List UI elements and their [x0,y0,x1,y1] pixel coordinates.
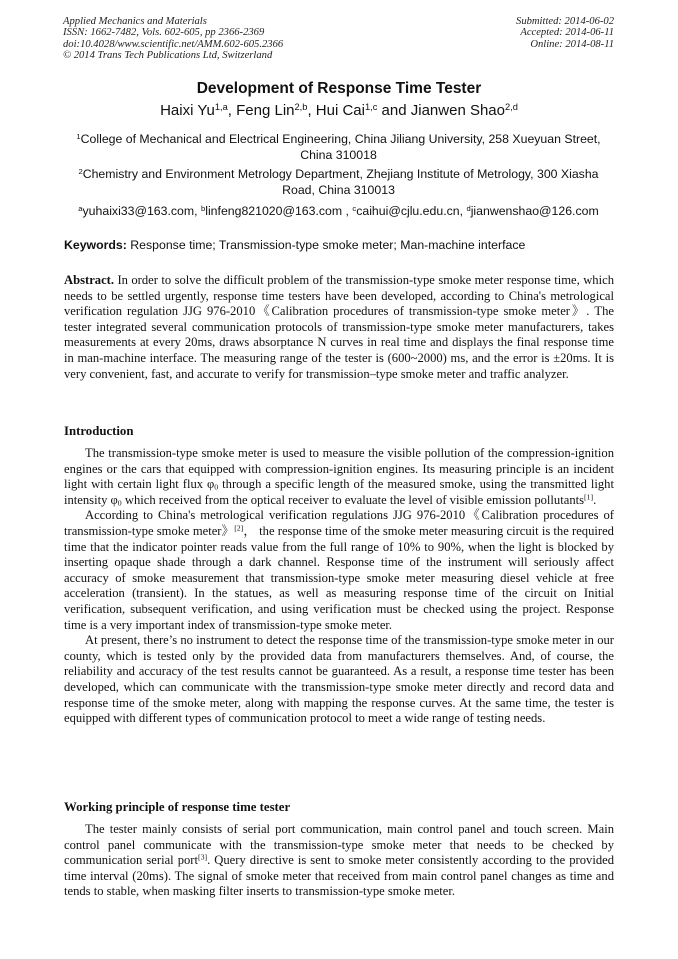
paragraph-text: . [593,492,597,507]
email-address: linfeng821020@163.com [205,204,343,218]
citation-ref: [3] [197,852,208,862]
author-name: Feng Lin [236,102,295,119]
email-separator: , [459,204,467,218]
online-date: Online: 2014-08-11 [530,38,614,50]
author-separator: , [307,102,316,119]
submission-dates [516,16,614,50]
email-mark: d [466,203,471,213]
email-address: yuhaixi33@163.com [82,204,195,218]
paragraph: At present, there’s no instrument to detect the response time of the transmission-type smoke meter in our county, which is tested only by the provided data from manufacturers themselves. And, of course, the reliability and accuracy of the test results cannot be guaranteed. As a result, a response time tester has been developed, which can communicate with the transmission-type smoke meter directly and record data and response time of the smoke meter, along with mapping the response curves. At the same time, the tester is equipped with different types of communication protocol to meet a wide range of testing needs. [64,633,614,726]
email-address: caihui@cjlu.edu.cn [356,204,460,218]
journal-info [63,16,283,62]
working-principle-body [64,822,614,900]
paragraph-text: through a specific length of the measured smoke, using the transmitted light intensity φ [64,477,614,507]
paragraph-text: . Query directive is sent to smoke meter consistently according to the provided time interval (20ms). The signal of smoke meter that received from main control panel changes as time and tends to stable, when masking filter inserts to transmission-type smoke meter. [64,853,615,899]
affiliation-text: Chemistry and Environment Metrology Department, Zhejiang Institute of Metrology, 300 Xiasha Road, China 310013 [82,167,599,197]
paragraph-text: According to China's metrological verification regulations JJG 976-2010《Calibration procedures of transmission-type smoke meter》 [64,508,614,538]
section-heading-working-principle: Working principle of response time tester [64,800,291,814]
paragraph [64,822,614,900]
copyright-line: © 2014 Trans Tech Publications Ltd, Switzerland [63,50,273,62]
section-heading-introduction: Introduction [64,424,134,438]
author-mark: 2,d [504,101,518,112]
subscript: 0 [117,498,122,508]
affiliation [66,131,611,163]
keywords [64,238,624,252]
paragraph-text: ， the response time of the smoke meter measuring circuit is the required time that the indicator pointer reads value from the full range of 10% to 90%, when the light is blocked by inserting opaque shade through a dark channel. Response time of the instrument will seriously affect accuracy of smoke measurement that transmission-type smoke meter measuring diesel vehicle at free acceleration (transient). In the statues, as well as measuring response time of the circuit on Initial verification, subsequent verification, and using verification must be checked using the project. Response time is a very important index of transmission-type smoke meter. [64,523,614,632]
citation-ref: [2] [234,523,244,533]
paragraph-text: which received from the optical receiver to evaluate the level of visible emission pollutants [121,492,585,507]
email-separator: , [194,204,201,218]
author-mark: 1,a [214,101,228,112]
affiliation [66,166,611,198]
doi-line: doi:10.4028/www.scientific.net/AMM.602-605.2366 [63,38,284,50]
affiliation-text: College of Mechanical and Electrical Engineering, China Jiliang University, 258 Xueyuan Street, China 310018 [80,132,601,162]
author-name: Haixi Yu [160,102,215,119]
keywords-label: Keywords: [64,238,127,252]
author-name: Jianwen Shao [410,102,505,119]
paragraph [64,446,614,508]
issn-line: ISSN: 1662-7482, Vols. 602-605, pp 2366-2369 [63,27,265,39]
email-mark: b [200,203,206,213]
paragraph [64,508,614,633]
email-list [66,203,611,219]
abstract-label: Abstract. [64,273,115,287]
author-separator: , [227,102,237,119]
accepted-date: Accepted: 2014-06-11 [520,27,614,39]
author-separator: and [377,102,411,119]
keywords-text: Response time; Transmission-type smoke meter; Man-machine interface [126,238,526,252]
introduction-body [64,446,614,727]
abstract-text: In order to solve the difficult problem of the transmission-type smoke meter response time, which needs to be settled urgently, response time testers have been developed, according to China's metrological verification regulation JJG 976-2010《Calibration procedures of transmission-type smoke meter》. The tester integrated several communication protocols of transmission-type smoke meter manufacturers, takes measurements at every 20ms, draws absorptance N curves in real time and displays the final response time in man-machine interface. The measuring range of the tester is (600~2000) ms, and the error is ±20ms. It is very convenient, fast, and accurate to verify for transmission–type smoke meter and traffic analyzer. [64,273,614,381]
submitted-date: Submitted: 2014-06-02 [516,16,614,27]
subscript: 0 [214,482,219,492]
paragraph-text: The tester mainly consists of serial port communication, main control panel and touch screen. Main control panel communicate with the transmission-type smoke meter that needs to be checked by communication serial port [64,822,614,868]
journal-name: Applied Mechanics and Materials [63,16,207,27]
affiliation-mark: 1 [76,131,81,141]
affiliation-mark: 2 [78,166,83,176]
email-mark: c [352,203,357,213]
author-mark: 2,b [294,101,308,112]
author-mark: 1,c [364,101,378,112]
author-name: Hui Cai [315,102,365,119]
email-mark: a [78,203,83,213]
author-list [0,102,678,119]
abstract [64,273,614,382]
paragraph-text: The transmission-type smoke meter is used to measure the visible pollution of the compression-ignition engines or the cars that equipped with compression-ignition engines. Its measuring principle is an incident light with certain light flux φ [64,446,614,492]
citation-ref: [1] [584,492,594,502]
email-address: jianwenshao@126.com [470,204,599,218]
email-separator: , [342,204,353,218]
paper-title: Development of Response Time Tester [196,80,482,97]
